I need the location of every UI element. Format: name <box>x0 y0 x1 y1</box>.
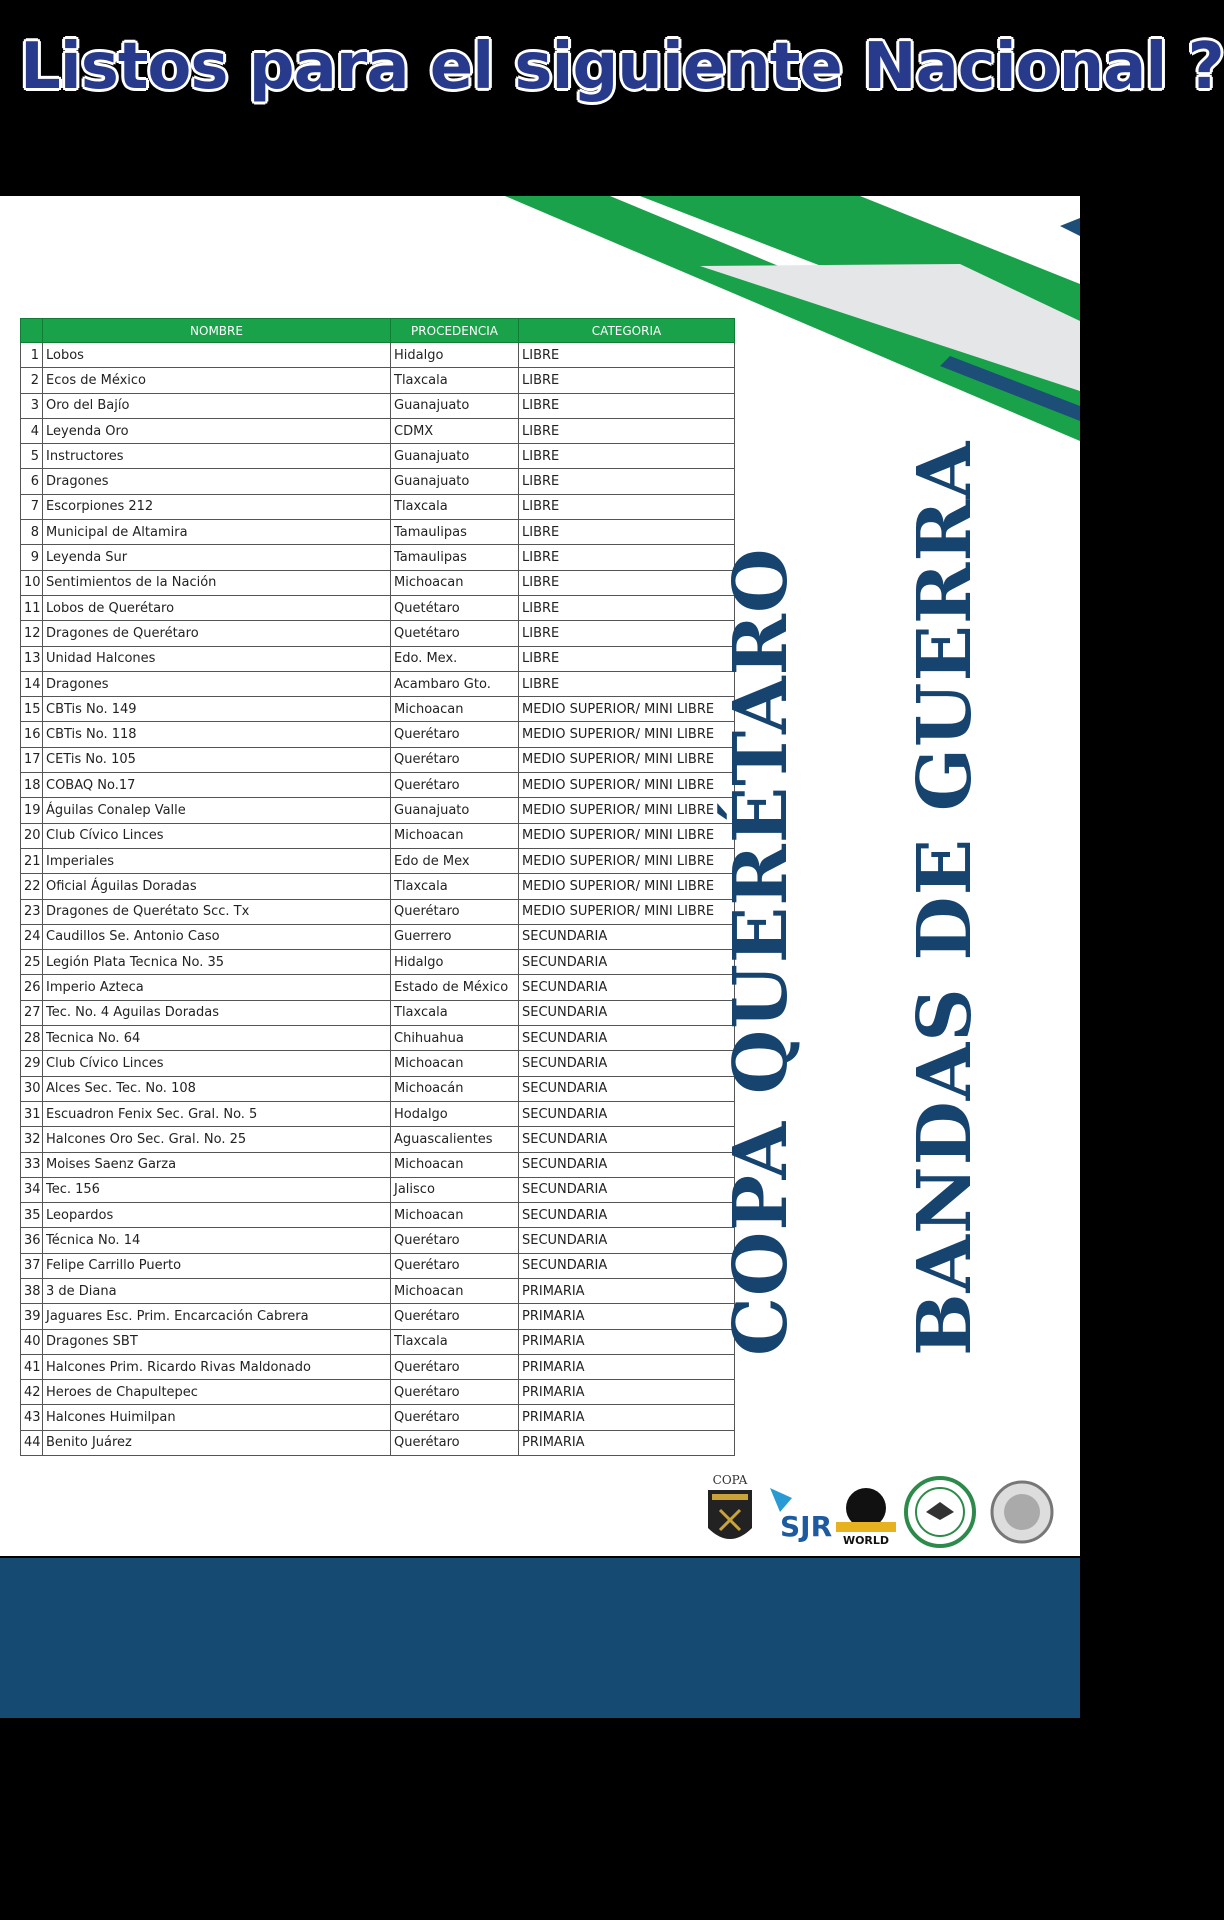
sponsor-logos <box>700 1468 1080 1558</box>
table-row <box>21 520 735 545</box>
table-row <box>21 798 735 823</box>
row-nombre: Instructores <box>43 444 391 469</box>
row-index: 20 <box>21 823 43 848</box>
row-nombre: Halcones Huimilpan <box>43 1405 391 1430</box>
row-nombre: Oro del Bajío <box>43 393 391 418</box>
table-row <box>21 924 735 949</box>
row-procedencia: Jalisco <box>391 1177 519 1202</box>
row-index: 18 <box>21 773 43 798</box>
row-nombre: Benito Juárez <box>43 1430 391 1455</box>
table-row <box>21 671 735 696</box>
header-index <box>21 319 43 343</box>
row-procedencia: Querétaro <box>391 773 519 798</box>
row-procedencia: Querétaro <box>391 747 519 772</box>
row-categoria: SECUNDARIA <box>519 1177 735 1202</box>
row-procedencia: Michoacan <box>391 570 519 595</box>
participants-table <box>20 318 735 1456</box>
row-nombre: CBTis No. 118 <box>43 722 391 747</box>
row-procedencia: Edo de Mex <box>391 848 519 873</box>
table-row <box>21 1076 735 1101</box>
row-procedencia: Quetétaro <box>391 621 519 646</box>
table-row <box>21 595 735 620</box>
table-row <box>21 722 735 747</box>
row-index: 33 <box>21 1152 43 1177</box>
row-categoria: SECUNDARIA <box>519 1127 735 1152</box>
row-categoria: SECUNDARIA <box>519 975 735 1000</box>
row-nombre: Leyenda Oro <box>43 418 391 443</box>
row-procedencia: Tlaxcala <box>391 1329 519 1354</box>
row-procedencia: Chihuahua <box>391 1026 519 1051</box>
row-procedencia: Hidalgo <box>391 343 519 368</box>
row-nombre: Lobos <box>43 343 391 368</box>
row-index: 21 <box>21 848 43 873</box>
row-categoria: SECUNDARIA <box>519 924 735 949</box>
row-index: 28 <box>21 1026 43 1051</box>
table-row <box>21 747 735 772</box>
row-index: 38 <box>21 1278 43 1303</box>
table-row <box>21 418 735 443</box>
table-row <box>21 1203 735 1228</box>
row-procedencia: Hidalgo <box>391 950 519 975</box>
row-categoria: MEDIO SUPERIOR/ MINI LIBRE <box>519 798 735 823</box>
row-procedencia: Guanajuato <box>391 469 519 494</box>
row-nombre: Escuadron Fenix Sec. Gral. No. 5 <box>43 1101 391 1126</box>
row-index: 42 <box>21 1380 43 1405</box>
row-procedencia: Aguascalientes <box>391 1127 519 1152</box>
row-procedencia: Tamaulipas <box>391 545 519 570</box>
table-row <box>21 1380 735 1405</box>
sjr-logo <box>770 1488 832 1543</box>
table-row <box>21 1253 735 1278</box>
caption-text: Listos para el siguiente Nacional ? <box>20 30 1224 104</box>
row-index: 6 <box>21 469 43 494</box>
row-nombre: Caudillos Se. Antonio Caso <box>43 924 391 949</box>
row-nombre: Felipe Carrillo Puerto <box>43 1253 391 1278</box>
svg-text:WORLD: WORLD <box>842 1534 890 1547</box>
row-index: 7 <box>21 494 43 519</box>
row-index: 5 <box>21 444 43 469</box>
table-row <box>21 1405 735 1430</box>
table-row <box>21 1278 735 1303</box>
row-procedencia: Michoacán <box>391 1076 519 1101</box>
bandas-world-logo <box>836 1488 896 1547</box>
row-categoria: LIBRE <box>519 368 735 393</box>
row-categoria: SECUNDARIA <box>519 1101 735 1126</box>
row-categoria: PRIMARIA <box>519 1380 735 1405</box>
row-nombre: Dragones <box>43 671 391 696</box>
row-index: 36 <box>21 1228 43 1253</box>
row-categoria: SECUNDARIA <box>519 1228 735 1253</box>
table-row <box>21 444 735 469</box>
row-nombre: Legión Plata Tecnica No. 35 <box>43 950 391 975</box>
table-row <box>21 545 735 570</box>
table-row <box>21 621 735 646</box>
row-procedencia: Michoacan <box>391 697 519 722</box>
table-row <box>21 646 735 671</box>
table-row <box>21 1127 735 1152</box>
row-index: 15 <box>21 697 43 722</box>
gray-seal-logo <box>992 1482 1052 1542</box>
row-nombre: Leopardos <box>43 1203 391 1228</box>
row-procedencia: Guerrero <box>391 924 519 949</box>
row-procedencia: Querétaro <box>391 899 519 924</box>
table-row <box>21 469 735 494</box>
row-procedencia: Querétaro <box>391 1228 519 1253</box>
row-procedencia: Querétaro <box>391 722 519 747</box>
row-procedencia: Acambaro Gto. <box>391 671 519 696</box>
row-procedencia: Estado de México <box>391 975 519 1000</box>
row-procedencia: Tlaxcala <box>391 1000 519 1025</box>
table-row <box>21 950 735 975</box>
row-categoria: MEDIO SUPERIOR/ MINI LIBRE <box>519 747 735 772</box>
row-categoria: LIBRE <box>519 469 735 494</box>
row-categoria: SECUNDARIA <box>519 1076 735 1101</box>
row-categoria: PRIMARIA <box>519 1405 735 1430</box>
row-nombre: Lobos de Querétaro <box>43 595 391 620</box>
row-index: 19 <box>21 798 43 823</box>
row-nombre: Club Cívico Linces <box>43 823 391 848</box>
table-row <box>21 773 735 798</box>
row-categoria: SECUNDARIA <box>519 1051 735 1076</box>
row-categoria: LIBRE <box>519 418 735 443</box>
copa-queretaro-logo <box>708 1473 752 1539</box>
row-categoria: PRIMARIA <box>519 1354 735 1379</box>
row-categoria: LIBRE <box>519 621 735 646</box>
row-nombre: Tec. No. 4 Aguilas Doradas <box>43 1000 391 1025</box>
row-nombre: Halcones Oro Sec. Gral. No. 25 <box>43 1127 391 1152</box>
table-row <box>21 1101 735 1126</box>
row-index: 10 <box>21 570 43 595</box>
row-index: 14 <box>21 671 43 696</box>
row-procedencia: Tamaulipas <box>391 520 519 545</box>
row-procedencia: Querétaro <box>391 1380 519 1405</box>
row-categoria: LIBRE <box>519 545 735 570</box>
row-nombre: Sentimientos de la Nación <box>43 570 391 595</box>
row-categoria: MEDIO SUPERIOR/ MINI LIBRE <box>519 697 735 722</box>
row-nombre: Dragones <box>43 469 391 494</box>
row-procedencia: Querétaro <box>391 1354 519 1379</box>
row-nombre: Alces Sec. Tec. No. 108 <box>43 1076 391 1101</box>
row-categoria: LIBRE <box>519 444 735 469</box>
table-row <box>21 1051 735 1076</box>
table-row <box>21 697 735 722</box>
row-nombre: Oficial Águilas Doradas <box>43 874 391 899</box>
row-index: 16 <box>21 722 43 747</box>
row-nombre: Moises Saenz Garza <box>43 1152 391 1177</box>
table-row <box>21 494 735 519</box>
table-header-row <box>21 319 735 343</box>
row-nombre: COBAQ No.17 <box>43 773 391 798</box>
row-index: 29 <box>21 1051 43 1076</box>
row-index: 2 <box>21 368 43 393</box>
row-categoria: SECUNDARIA <box>519 1026 735 1051</box>
round-seal-logo <box>906 1478 974 1546</box>
row-categoria: LIBRE <box>519 393 735 418</box>
row-categoria: SECUNDARIA <box>519 950 735 975</box>
row-index: 3 <box>21 393 43 418</box>
row-index: 9 <box>21 545 43 570</box>
row-index: 34 <box>21 1177 43 1202</box>
row-categoria: MEDIO SUPERIOR/ MINI LIBRE <box>519 874 735 899</box>
vertical-title-copa: COPA QUERÉTARO <box>718 547 804 1356</box>
table-row <box>21 1177 735 1202</box>
row-procedencia: Querétaro <box>391 1304 519 1329</box>
row-nombre: Unidad Halcones <box>43 646 391 671</box>
row-nombre: Municipal de Altamira <box>43 520 391 545</box>
row-categoria: LIBRE <box>519 570 735 595</box>
row-index: 1 <box>21 343 43 368</box>
row-procedencia: Guanajuato <box>391 393 519 418</box>
row-index: 40 <box>21 1329 43 1354</box>
row-categoria: PRIMARIA <box>519 1329 735 1354</box>
row-categoria: SECUNDARIA <box>519 1253 735 1278</box>
row-nombre: Tec. 156 <box>43 1177 391 1202</box>
row-nombre: Águilas Conalep Valle <box>43 798 391 823</box>
row-nombre: Leyenda Sur <box>43 545 391 570</box>
row-procedencia: Guanajuato <box>391 444 519 469</box>
table-row <box>21 343 735 368</box>
row-categoria: MEDIO SUPERIOR/ MINI LIBRE <box>519 722 735 747</box>
row-categoria: LIBRE <box>519 595 735 620</box>
table-row <box>21 1228 735 1253</box>
row-procedencia: Michoacan <box>391 1152 519 1177</box>
row-nombre: Dragones SBT <box>43 1329 391 1354</box>
row-index: 27 <box>21 1000 43 1025</box>
row-index: 26 <box>21 975 43 1000</box>
row-index: 37 <box>21 1253 43 1278</box>
row-categoria: SECUNDARIA <box>519 1203 735 1228</box>
row-nombre: CBTis No. 149 <box>43 697 391 722</box>
row-procedencia: Querétaro <box>391 1253 519 1278</box>
row-nombre: Ecos de México <box>43 368 391 393</box>
table-row <box>21 1000 735 1025</box>
row-index: 39 <box>21 1304 43 1329</box>
poster <box>0 196 1080 1556</box>
row-procedencia: Hodalgo <box>391 1101 519 1126</box>
row-procedencia: Tlaxcala <box>391 874 519 899</box>
row-procedencia: Quetétaro <box>391 595 519 620</box>
table-row <box>21 823 735 848</box>
row-procedencia: Querétaro <box>391 1430 519 1455</box>
row-categoria: PRIMARIA <box>519 1304 735 1329</box>
row-nombre: Imperio Azteca <box>43 975 391 1000</box>
row-nombre: Escorpiones 212 <box>43 494 391 519</box>
table-row <box>21 1026 735 1051</box>
row-categoria: LIBRE <box>519 671 735 696</box>
table-row <box>21 393 735 418</box>
table-row <box>21 1304 735 1329</box>
row-index: 23 <box>21 899 43 924</box>
table-row <box>21 368 735 393</box>
row-nombre: Técnica No. 14 <box>43 1228 391 1253</box>
row-procedencia: CDMX <box>391 418 519 443</box>
row-nombre: Dragones de Querétato Scc. Tx <box>43 899 391 924</box>
row-index: 31 <box>21 1101 43 1126</box>
table-row <box>21 1354 735 1379</box>
row-procedencia: Guanajuato <box>391 798 519 823</box>
row-index: 32 <box>21 1127 43 1152</box>
row-categoria: MEDIO SUPERIOR/ MINI LIBRE <box>519 899 735 924</box>
row-index: 13 <box>21 646 43 671</box>
row-index: 43 <box>21 1405 43 1430</box>
row-nombre: Heroes de Chapultepec <box>43 1380 391 1405</box>
row-categoria: SECUNDARIA <box>519 1000 735 1025</box>
row-nombre: CETis No. 105 <box>43 747 391 772</box>
header-categoria: CATEGORIA <box>519 319 735 343</box>
row-procedencia: Querétaro <box>391 1405 519 1430</box>
row-index: 17 <box>21 747 43 772</box>
row-index: 11 <box>21 595 43 620</box>
row-categoria: SECUNDARIA <box>519 1152 735 1177</box>
row-index: 4 <box>21 418 43 443</box>
row-categoria: LIBRE <box>519 646 735 671</box>
row-procedencia: Tlaxcala <box>391 494 519 519</box>
row-categoria: MEDIO SUPERIOR/ MINI LIBRE <box>519 773 735 798</box>
row-procedencia: Michoacan <box>391 1278 519 1303</box>
row-nombre: Imperiales <box>43 848 391 873</box>
table-row <box>21 1152 735 1177</box>
svg-text:SJR: SJR <box>780 1510 833 1543</box>
row-categoria: PRIMARIA <box>519 1430 735 1455</box>
row-categoria: MEDIO SUPERIOR/ MINI LIBRE <box>519 848 735 873</box>
vertical-title-bandas: BANDAS DE GUERRA <box>902 440 988 1356</box>
row-nombre: Club Cívico Linces <box>43 1051 391 1076</box>
row-index: 24 <box>21 924 43 949</box>
row-procedencia: Edo. Mex. <box>391 646 519 671</box>
row-procedencia: Michoacan <box>391 823 519 848</box>
row-nombre: Jaguares Esc. Prim. Encarcación Cabrera <box>43 1304 391 1329</box>
row-procedencia: Michoacan <box>391 1203 519 1228</box>
row-categoria: LIBRE <box>519 520 735 545</box>
svg-text:COPA: COPA <box>712 1473 748 1487</box>
row-index: 41 <box>21 1354 43 1379</box>
table-row <box>21 1329 735 1354</box>
header-procedencia: PROCEDENCIA <box>391 319 519 343</box>
table-row <box>21 848 735 873</box>
row-index: 35 <box>21 1203 43 1228</box>
table-body <box>21 343 735 1456</box>
bottom-band <box>0 1558 1080 1718</box>
row-procedencia: Tlaxcala <box>391 368 519 393</box>
table-row <box>21 1430 735 1455</box>
table-row <box>21 570 735 595</box>
header-nombre: NOMBRE <box>43 319 391 343</box>
row-index: 30 <box>21 1076 43 1101</box>
row-procedencia: Michoacan <box>391 1051 519 1076</box>
row-categoria: LIBRE <box>519 343 735 368</box>
top-caption-bar <box>0 0 1224 196</box>
row-categoria: PRIMARIA <box>519 1278 735 1303</box>
row-index: 25 <box>21 950 43 975</box>
row-categoria: MEDIO SUPERIOR/ MINI LIBRE <box>519 823 735 848</box>
row-nombre: Halcones Prim. Ricardo Rivas Maldonado <box>43 1354 391 1379</box>
row-nombre: Tecnica No. 64 <box>43 1026 391 1051</box>
table-row <box>21 874 735 899</box>
table-row <box>21 975 735 1000</box>
row-index: 22 <box>21 874 43 899</box>
row-nombre: 3 de Diana <box>43 1278 391 1303</box>
row-index: 12 <box>21 621 43 646</box>
row-index: 44 <box>21 1430 43 1455</box>
row-nombre: Dragones de Querétaro <box>43 621 391 646</box>
table-row <box>21 899 735 924</box>
row-categoria: LIBRE <box>519 494 735 519</box>
row-index: 8 <box>21 520 43 545</box>
